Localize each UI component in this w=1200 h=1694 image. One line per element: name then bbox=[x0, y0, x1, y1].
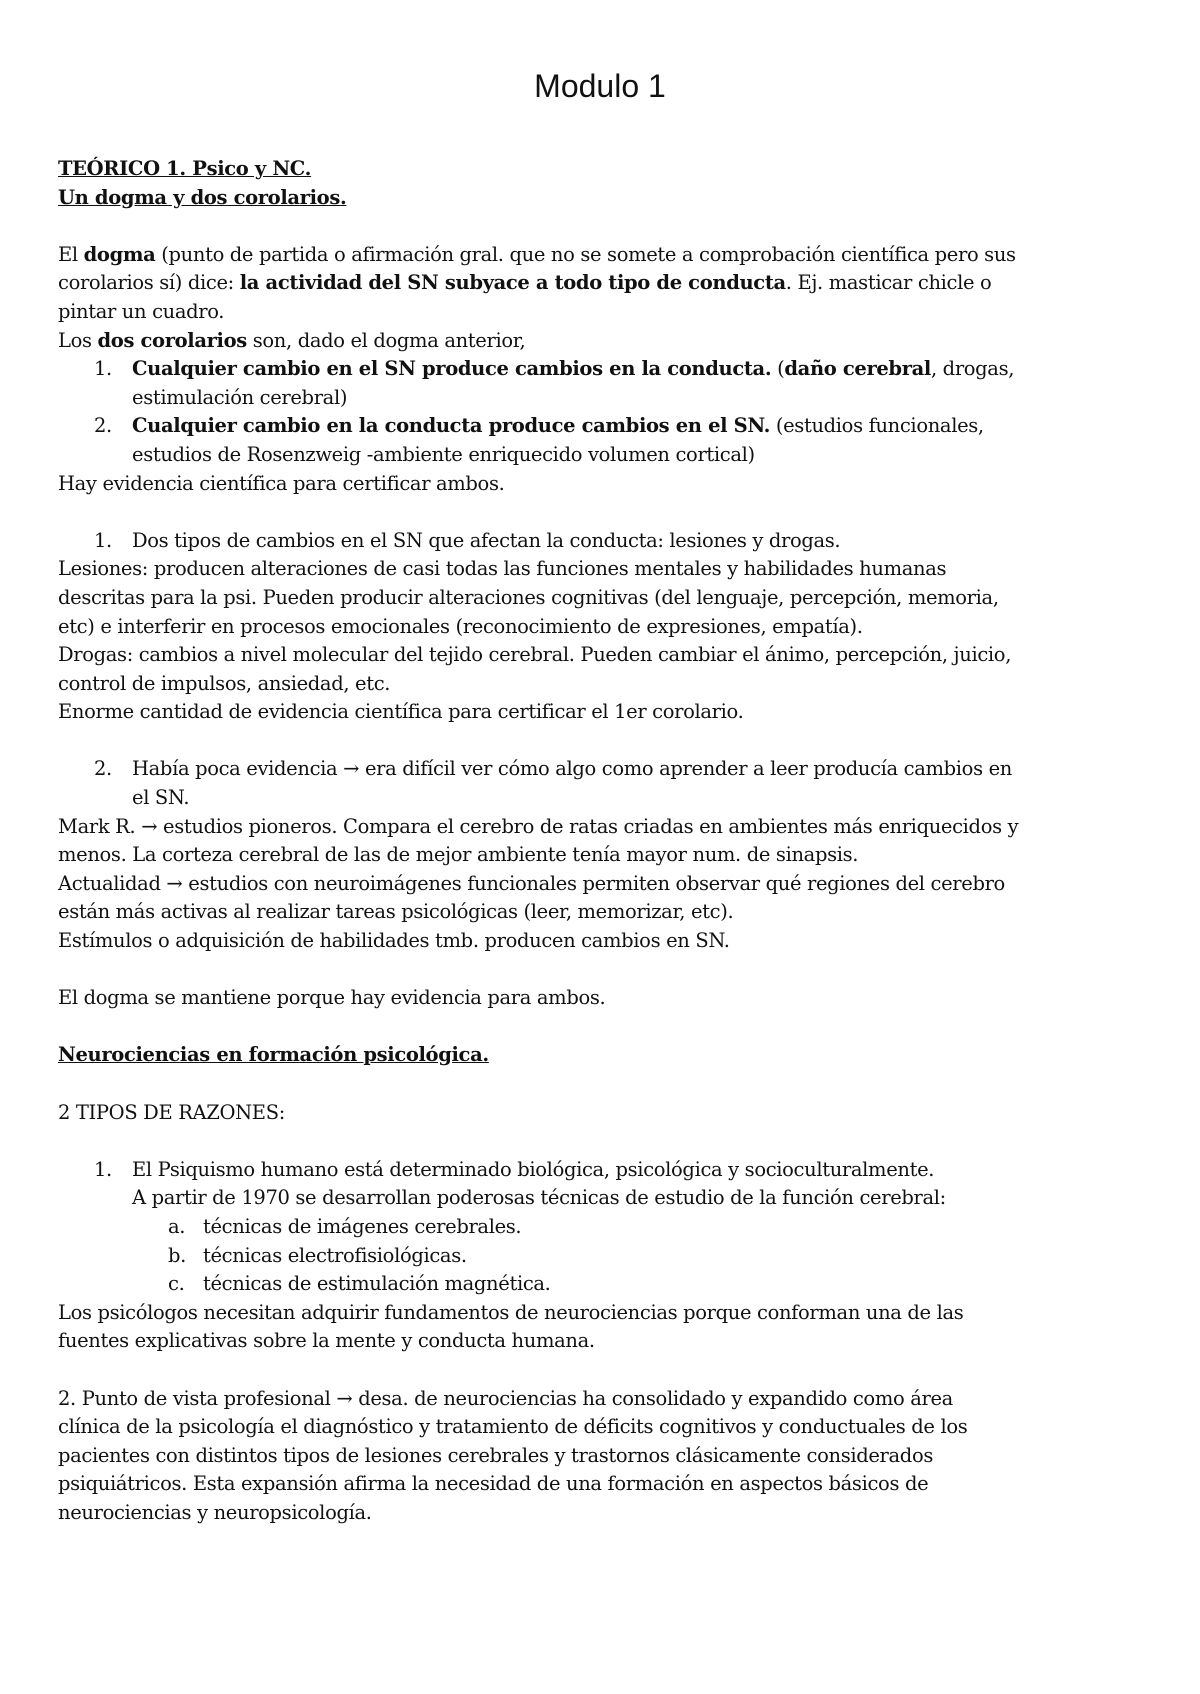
numbered-item: 1. El Psiquismo humano está determinado biológica, psicológica y socioculturalmente. A partir de 1970 se desarrollan poderosas técnicas de estudio de la función cerebral: bbox=[94, 1157, 946, 1210]
body-line: neurociencias y neuropsicología. bbox=[58, 1500, 372, 1524]
dogma-paragraph-line: corolarios sí) dice: la actividad del SN subyace a todo tipo de conducta. Ej. masticar chicle o bbox=[58, 271, 992, 295]
body-line: El dogma se mantiene porque hay evidencia para ambos. bbox=[58, 986, 606, 1010]
numbered-item: 2. Había poca evidencia → era difícil ver cómo algo como aprender a leer producía cambios en el SN. bbox=[94, 757, 1012, 810]
body-line: etc) e interferir en procesos emocionales (reconocimiento de expresiones, empatía). bbox=[58, 614, 863, 638]
body-line: fuentes explicativas sobre la mente y conducta humana. bbox=[58, 1329, 595, 1353]
page-title: Modulo 1 bbox=[534, 68, 666, 104]
body-line: Mark R. → estudios pioneros. Compara el cerebro de ratas criadas en ambientes más enriquecidos y bbox=[58, 814, 1019, 838]
body-line: 2. Punto de vista profesional → desa. de neurociencias ha consolidado y expandido como área bbox=[58, 1386, 953, 1410]
body-line: control de impulsos, ansiedad, etc. bbox=[58, 671, 391, 695]
document-body bbox=[58, 155, 1118, 1528]
body-line: Los psicólogos necesitan adquirir fundamentos de neurociencias porque conforman una de las bbox=[58, 1300, 964, 1324]
body-line: menos. La corteza cerebral de las de mejor ambiente tenía mayor num. de sinapsis. bbox=[58, 843, 859, 867]
dogma-paragraph-line: El dogma (punto de partida o afirmación gral. que no se somete a comprobación científica pero sus bbox=[58, 242, 1016, 266]
body-line: Actualidad → estudios con neuroimágenes funcionales permiten observar qué regiones del cerebro bbox=[58, 871, 1005, 895]
corolario-item: 2. Cualquier cambio en la conducta produce cambios en el SN. (estudios funcionales, estudios de Rosenzweig -ambiente enriquecido volumen cortical) bbox=[94, 414, 984, 466]
sub-item: c. técnicas de estimulación magnética. bbox=[168, 1272, 551, 1296]
body-line: pacientes con distintos tipos de lesiones cerebrales y trastornos clásicamente considerados bbox=[58, 1443, 933, 1467]
body-line: Estímulos o adquisición de habilidades tmb. producen cambios en SN. bbox=[58, 929, 730, 953]
body-line: Lesiones: producen alteraciones de casi todas las funciones mentales y habilidades humanas bbox=[58, 557, 947, 581]
sub-item: b. técnicas electrofisiológicas. bbox=[168, 1243, 467, 1267]
body-line: están más activas al realizar tareas psicológicas (leer, memorizar, etc). bbox=[58, 900, 734, 924]
body-line: descritas para la psi. Pueden producir alteraciones cognitivas (del lenguaje, percepción, memoria, bbox=[58, 585, 999, 609]
body-line: Enorme cantidad de evidencia científica para certificar el 1er corolario. bbox=[58, 700, 744, 724]
body-line: clínica de la psicología el diagnóstico y tratamiento de déficits cognitivos y conductuales de los bbox=[58, 1415, 968, 1439]
body-line: Drogas: cambios a nivel molecular del tejido cerebral. Pueden cambiar el ánimo, percepción, juicio, bbox=[58, 643, 1012, 667]
dogma-paragraph-line: pintar un cuadro. bbox=[58, 299, 225, 323]
numbered-item: 1. Dos tipos de cambios en el SN que afectan la conducta: lesiones y drogas. bbox=[94, 528, 841, 552]
dogma-paragraph-line: Los dos corolarios son, dado el dogma anterior, bbox=[58, 328, 526, 352]
section-heading-neurociencias: Neurociencias en formación psicológica. bbox=[58, 1043, 489, 1067]
body-line: psiquiátricos. Esta expansión afirma la necesidad de una formación en aspectos básicos de bbox=[58, 1472, 929, 1496]
corolario-item: 1. Cualquier cambio en el SN produce cambios en la conducta. (daño cerebral, drogas, estimulación cerebral) bbox=[94, 357, 1015, 409]
section-heading-teorico: TEÓRICO 1. Psico y NC. bbox=[58, 157, 312, 180]
evidencia-line: Hay evidencia científica para certificar ambos. bbox=[58, 471, 505, 495]
section-heading-dogma: Un dogma y dos corolarios. bbox=[58, 185, 347, 209]
tipos-heading: 2 TIPOS DE RAZONES: bbox=[58, 1100, 285, 1124]
sub-item: a. técnicas de imágenes cerebrales. bbox=[168, 1214, 522, 1238]
